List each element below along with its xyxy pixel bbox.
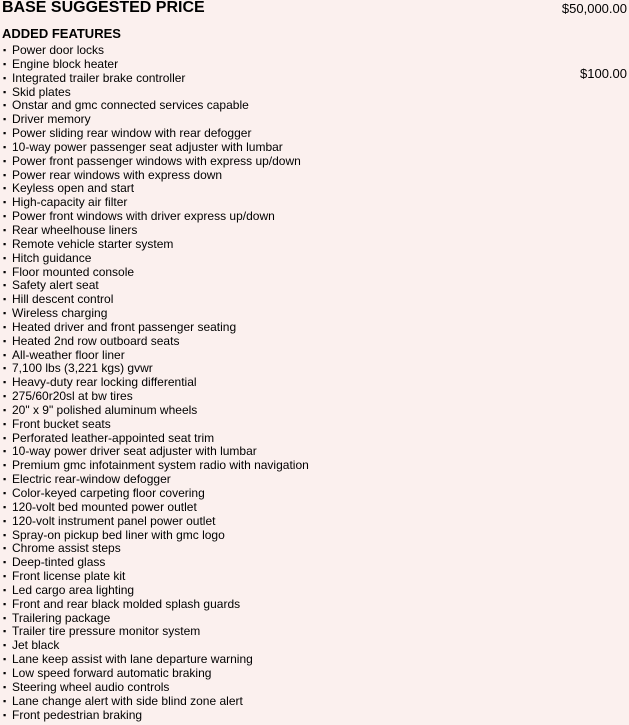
feature-list-item [0, 86, 629, 100]
feature-name: Trailer tire pressure monitor system [12, 624, 201, 639]
feature-name: Wireless charging [12, 306, 108, 321]
bullet-icon: ▪ [3, 404, 7, 415]
feature-list-item [0, 612, 629, 626]
feature-name: Front pedestrian braking [12, 707, 143, 722]
bullet-icon: ▪ [3, 418, 7, 429]
feature-name: Premium gmc infotainment system radio with navigation [12, 458, 309, 473]
bullet-icon: ▪ [3, 183, 7, 194]
feature-list-item [0, 321, 629, 335]
bullet-icon: ▪ [3, 100, 7, 111]
bullet-icon: ▪ [3, 501, 7, 512]
bullet-icon: ▪ [3, 169, 7, 180]
feature-list-item [0, 653, 629, 667]
bullet-icon: ▪ [3, 460, 7, 471]
feature-list-item [0, 113, 629, 127]
feature-name: Safety alert seat [12, 278, 99, 293]
base-price-value: $50,000.00 [561, 1, 627, 16]
feature-name: Onstar and gmc connected services capable [12, 98, 249, 113]
feature-name: Remote vehicle starter system [12, 236, 174, 251]
feature-list-item [0, 445, 629, 459]
feature-list-item [0, 639, 629, 653]
bullet-icon: ▪ [3, 128, 7, 139]
feature-name: All-weather floor liner [12, 347, 125, 362]
bullet-icon: ▪ [3, 391, 7, 402]
bullet-icon: ▪ [3, 557, 7, 568]
feature-name: Front bucket seats [12, 416, 111, 431]
feature-list-item [0, 487, 629, 501]
feature-list-item [0, 625, 629, 639]
feature-list-item [0, 681, 629, 695]
bullet-icon: ▪ [3, 45, 7, 55]
bullet-icon: ▪ [3, 238, 7, 249]
bullet-icon: ▪ [3, 474, 7, 485]
added-features-title: ADDED FEATURES [2, 26, 121, 41]
feature-name: Power front passenger windows with express up/down [12, 153, 301, 168]
feature-name: Chrome assist steps [12, 541, 121, 556]
feature-list-item [0, 362, 629, 376]
bullet-icon: ▪ [3, 571, 7, 582]
bullet-icon: ▪ [3, 488, 7, 498]
feature-name: Spray-on pickup bed liner with gmc logo [12, 527, 225, 542]
feature-name: High-capacity air filter [12, 195, 128, 210]
feature-name: 10-way power driver seat adjuster with lumbar [12, 444, 257, 459]
feature-name: 275/60r20sl at bw tires [12, 389, 133, 404]
feature-list-item [0, 224, 629, 238]
bullet-icon: ▪ [3, 667, 7, 678]
bullet-icon: ▪ [3, 294, 7, 305]
bullet-icon: ▪ [3, 529, 7, 540]
feature-list-item [0, 390, 629, 404]
feature-list-item [0, 709, 629, 723]
bullet-icon: ▪ [3, 280, 7, 291]
feature-name: Skid plates [12, 84, 71, 99]
feature-list-item [0, 252, 629, 266]
feature-name: Integrated trailer brake controller [12, 70, 186, 85]
feature-name: Rear wheelhouse liners [12, 222, 138, 237]
feature-list-item [0, 598, 629, 612]
feature-name: Trailering package [12, 610, 111, 625]
feature-price: $100.00 [580, 65, 627, 81]
bullet-icon: ▪ [3, 141, 7, 152]
feature-name: Engine block heater [12, 56, 119, 71]
feature-list-item [0, 44, 629, 58]
feature-name: Keyless open and start [12, 181, 135, 196]
feature-name: Low speed forward automatic braking [12, 665, 212, 680]
bullet-icon: ▪ [3, 72, 7, 83]
feature-name: Heated 2nd row outboard seats [12, 333, 180, 348]
feature-list-item [0, 542, 629, 556]
bullet-icon: ▪ [3, 584, 7, 595]
bullet-icon: ▪ [3, 515, 7, 526]
feature-list-item [0, 501, 629, 515]
feature-list-item [0, 529, 629, 543]
bullet-icon: ▪ [3, 114, 7, 125]
feature-list-item [0, 155, 629, 169]
bullet-icon: ▪ [3, 543, 7, 554]
feature-name: Jet black [12, 638, 60, 653]
feature-name: Front license plate kit [12, 569, 126, 584]
feature-list-item [0, 279, 629, 293]
bullet-icon: ▪ [3, 377, 7, 388]
feature-list-item [0, 404, 629, 418]
bullet-icon: ▪ [3, 224, 7, 235]
feature-list-item [0, 293, 629, 307]
feature-name: Hill descent control [12, 292, 114, 307]
feature-name: Perforated leather-appointed seat trim [12, 430, 215, 445]
bullet-icon: ▪ [3, 432, 7, 443]
feature-name: 10-way power passenger seat adjuster with lumbar [12, 139, 283, 154]
feature-list-item [0, 182, 629, 196]
bullet-icon: ▪ [3, 681, 7, 692]
bullet-icon: ▪ [3, 654, 7, 665]
feature-name: Power front windows with driver express up/down [12, 209, 275, 224]
feature-name: Power door locks [12, 43, 105, 57]
feature-list-item [0, 238, 629, 252]
feature-list-item [0, 570, 629, 584]
bullet-icon: ▪ [3, 363, 7, 374]
feature-list-item [0, 72, 629, 86]
bullet-icon: ▪ [3, 640, 7, 651]
bullet-icon: ▪ [3, 252, 7, 263]
feature-name: Heavy-duty rear locking differential [12, 375, 197, 390]
bullet-icon: ▪ [3, 709, 7, 720]
feature-list-item [0, 432, 629, 446]
feature-list-item [0, 556, 629, 570]
feature-name: Power rear windows with express down [12, 167, 223, 182]
feature-name: Lane keep assist with lane departure warning [12, 652, 253, 667]
feature-list-item [0, 99, 629, 113]
feature-name: Led cargo area lighting [12, 582, 135, 597]
bullet-icon: ▪ [3, 155, 7, 166]
bullet-icon: ▪ [3, 266, 7, 277]
feature-name: Lane change alert with side blind zone alert [12, 693, 243, 708]
feature-list-item [0, 196, 629, 210]
feature-name: 120-volt bed mounted power outlet [12, 499, 197, 514]
feature-list-item [0, 335, 629, 349]
feature-list-item [0, 584, 629, 598]
feature-name: Power sliding rear window with rear defogger [12, 126, 252, 141]
feature-name: Driver memory [12, 112, 91, 127]
feature-list-item [0, 418, 629, 432]
feature-list-item [0, 127, 629, 141]
bullet-icon: ▪ [3, 211, 7, 222]
feature-list-item [0, 349, 629, 363]
feature-list-item [0, 141, 629, 155]
feature-name: Steering wheel audio controls [12, 679, 170, 694]
bullet-icon: ▪ [3, 695, 7, 706]
bullet-icon: ▪ [3, 446, 7, 457]
bullet-icon: ▪ [3, 321, 7, 332]
feature-list-item [0, 307, 629, 321]
bullet-icon: ▪ [3, 86, 7, 97]
bullet-icon: ▪ [3, 335, 7, 346]
added-features-list [0, 44, 629, 722]
feature-name: 20" x 9" polished aluminum wheels [12, 402, 198, 417]
feature-name: Hitch guidance [12, 250, 92, 265]
feature-list-item [0, 667, 629, 681]
bullet-icon: ▪ [3, 626, 7, 637]
feature-list-item [0, 210, 629, 224]
feature-name: 120-volt instrument panel power outlet [12, 513, 216, 528]
bullet-icon: ▪ [3, 197, 7, 208]
feature-list-item [0, 169, 629, 183]
feature-name: 7,100 lbs (3,221 kgs) gvwr [12, 361, 153, 376]
feature-list-item [0, 473, 629, 487]
bullet-icon: ▪ [3, 58, 7, 69]
feature-name: Front and rear black molded splash guards [12, 596, 241, 611]
feature-list-item [0, 266, 629, 280]
bullet-icon: ▪ [3, 598, 7, 609]
base-price-title: BASE SUGGESTED PRICE [2, 0, 205, 16]
feature-list-item [0, 695, 629, 709]
bullet-icon: ▪ [3, 349, 7, 360]
feature-list-item [0, 376, 629, 390]
bullet-icon: ▪ [3, 308, 7, 319]
feature-name: Electric rear-window defogger [12, 472, 171, 487]
feature-name: Floor mounted console [12, 264, 135, 279]
bullet-icon: ▪ [3, 612, 7, 623]
feature-list-item [0, 515, 629, 529]
feature-name: Deep-tinted glass [12, 555, 106, 570]
base-price-row [0, 0, 629, 18]
feature-name: Heated driver and front passenger seating [12, 319, 237, 334]
feature-list-item [0, 459, 629, 473]
feature-name: Color-keyed carpeting floor covering [12, 486, 205, 500]
